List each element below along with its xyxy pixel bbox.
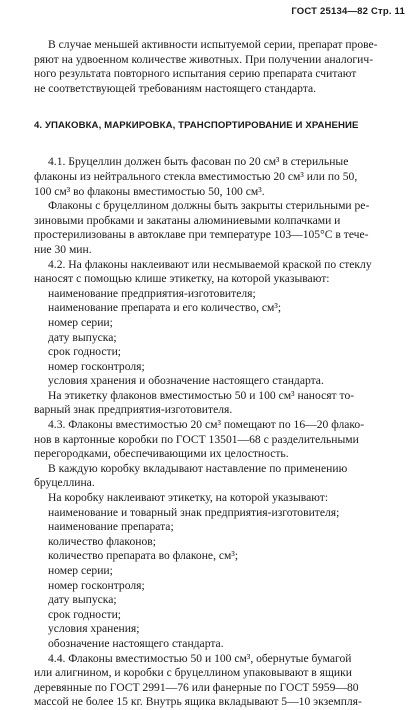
text-line: номер госконтроля; [48, 359, 145, 373]
text-line: перегородками, обеспечивающими их целостность. [34, 447, 289, 461]
text-line: количество препарата во флаконе, см³; [48, 549, 239, 563]
text-line: 4.1. Бруцеллин должен быть фасован по 20 см³ в стерильные [48, 155, 349, 169]
text-line: наименование и товарный знак предприятия-изготовителя; [48, 505, 340, 519]
text-line: В каждую коробку вкладывают наставление по применению [48, 461, 348, 475]
text-line: дату выпуска; [48, 593, 117, 607]
section-body [34, 155, 396, 710]
text-line: Флаконы с бруцеллином должны быть закрыты стерильными ре- [48, 199, 370, 213]
text-line: номер серии; [48, 315, 113, 329]
text-line: количество флаконов; [48, 534, 156, 548]
text-line: деревянные по ГОСТ 2991—76 или фанерные по ГОСТ 5959—80 [34, 680, 359, 694]
text-line: 4.2. На флаконы наклеивают или несмываемой краской по стеклу [48, 257, 372, 271]
text-line: обозначение настоящего стандарта. [48, 636, 224, 650]
section-title: 4. УПАКОВКА, МАРКИРОВКА, ТРАНСПОРТИРОВАНИЕ И ХРАНЕНИЕ [34, 120, 359, 132]
text-line: 4.3. Флаконы вместимостью 20 см³ помещают по 16—20 флако- [48, 418, 365, 432]
text-line: условия хранения; [48, 622, 140, 636]
text-line: флаконы из нейтрального стекла вместимостью 20 см³ или по 50, [34, 169, 358, 183]
text-line: В случае меньшей активности испытуемой серии, препарат прове- [48, 38, 378, 51]
text-line: условия хранения и обозначение настоящего стандарта. [48, 374, 324, 388]
intro-paragraph [34, 38, 396, 96]
text-line: варный знак предприятия-изготовителя. [34, 403, 233, 417]
text-line: наносят с помощью клише этикетку, на которой указывают: [34, 272, 330, 286]
text-line: 100 см³ во флаконы вместимостью 50, 100 см³. [34, 184, 265, 198]
text-line: массой не более 15 кг. Внутрь ящика вкладывают 5—10 экземпля- [34, 695, 362, 709]
text-line: дату выпуска; [48, 330, 117, 344]
text-line: номер госконтроля; [48, 578, 145, 592]
text-line: наименование препарата и его количество, см³; [48, 301, 282, 315]
page-content [34, 38, 396, 710]
text-line: не соответствующей требованиям настоящего стандарта. [34, 81, 317, 95]
text-line: зиновыми пробками и закатаны алюминиевыми колпачками и [34, 213, 341, 227]
text-line: наименование препарата; [48, 520, 174, 534]
text-line: бруцеллина. [34, 476, 95, 490]
text-line: нов в картонные коробки по ГОСТ 13501—68 с разделительными [34, 432, 359, 446]
text-line: ряют на удвоенном количестве животных. При получении аналогич- [34, 52, 374, 66]
text-line: ного результата повторного испытания серию препарата считают [34, 67, 357, 81]
text-line: срок годности; [48, 345, 122, 359]
text-line: срок годности; [48, 607, 122, 621]
text-line: На этикетку флаконов вместимостью 50 и 100 см³ наносят то- [48, 388, 355, 402]
text-line: или алигнином, и коробки с бруцеллином упаковывают в ящики [34, 666, 352, 680]
text-line: 4.4. Флаконы вместимостью 50 и 100 см³, обернутые бумагой [48, 651, 352, 665]
page-header: ГОСТ 25134—82 Стр. 11 [291, 6, 405, 17]
text-line: простерилизованы в автоклаве при температуре 103—105°С в тече- [34, 228, 369, 242]
text-line: наименование предприятия-изготовителя; [48, 286, 256, 300]
text-line: На коробку наклеивают этикетку, на которой указывают: [48, 491, 329, 505]
text-line: ние 30 мин. [34, 242, 92, 256]
text-line: номер серии; [48, 564, 113, 577]
